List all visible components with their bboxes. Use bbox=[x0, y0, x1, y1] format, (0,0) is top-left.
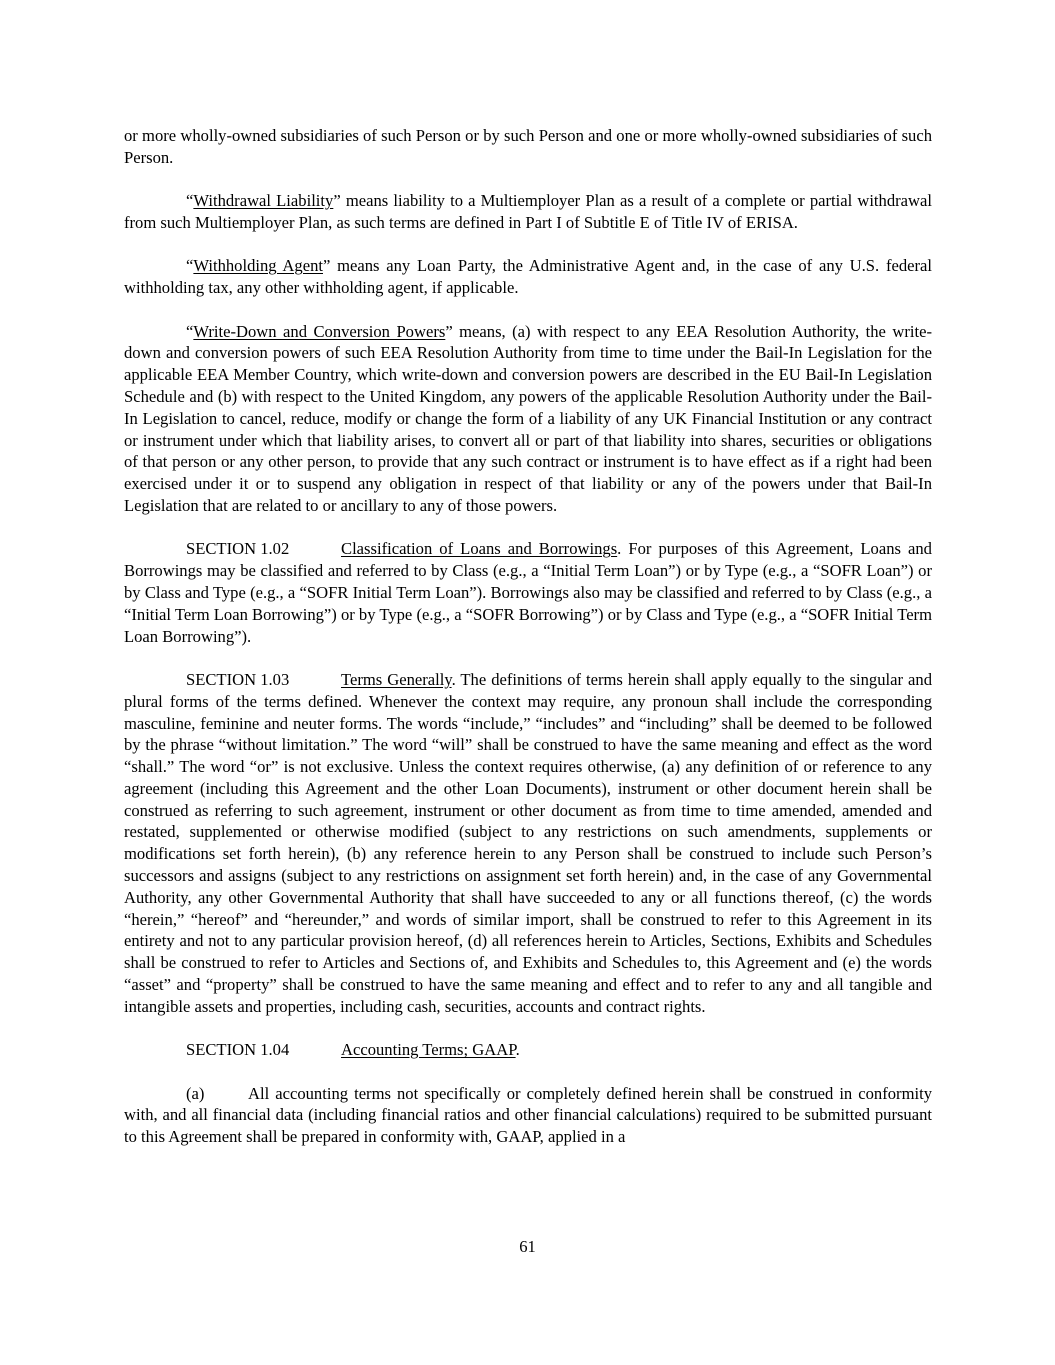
defined-term: Withholding Agent bbox=[193, 256, 323, 276]
section-title: Terms Generally bbox=[341, 669, 452, 689]
definition-withholding-agent bbox=[124, 255, 932, 299]
defined-term: Write-Down and Conversion Powers bbox=[193, 321, 446, 341]
open-quote: “ bbox=[186, 321, 194, 341]
section-1-02 bbox=[124, 538, 932, 647]
definition-text: ” means liability to a Multiemployer Plan as a result of a complete or partial withdrawal from such Multiemployer Plan, as such terms are defined in Part I of Subtitle E of Title IV of ERISA. bbox=[124, 191, 932, 232]
definition-text: ” means any Loan Party, the Administrative Agent and, in the case of any U.S. federal withholding tax, any other withholding agent, if applicable. bbox=[124, 256, 932, 298]
section-title: Classification of Loans and Borrowings bbox=[341, 539, 618, 559]
clause-text: All accounting terms not specifically or completely defined herein shall be construed in conformity with, and all financial data (including financial ratios and other financial calculations) required to be submitted pursuant to this Agreement shall be prepared in conformity with, GAAP, applied in a bbox=[124, 1083, 932, 1147]
section-body: . bbox=[515, 1040, 520, 1060]
section-body: . The definitions of terms herein shall apply equally to the singular and plural forms of the terms defined. Whenever the context may require, any pronoun shall include the corresponding masculine, feminine and neuter forms. The words “include,” “includes” and “including” shall be deemed to be followed by the phrase “without limitation.” The word “will” shall be construed to have the same meaning and effect as the word “shall.” The word “or” is not exclusive. Unless the context requires otherwise, (a) any definition of or reference to any agreement (including this Agreement and the other Loan Documents), instrument or other document herein shall be construed as referring to such agreement, instrument or other document as from time to time amended, amended and restated, supplemented or otherwise modified (subject to any restrictions on such amendments, supplements or modifications set forth herein), (b) any reference herein to any Person shall be construed to include such Person’s successors and assigns (subject to any restrictions on assignment set forth herein) and, in the case of any Governmental Authority, any other Governmental Authority that shall have succeeded to any or all functions thereof, (c) the words “herein,” “hereof” and “hereunder,” and words of similar import, shall be construed to refer to this Agreement in its entirety and not to any particular provision hereof, (d) all references herein to Articles, Sections, Exhibits and Schedules shall be construed to refer to Articles and Sections of, and Exhibits and Schedules to, this Agreement and (e) the words “asset” and “property” shall be construed to have the same meaning and effect and to refer to any and all tangible and intangible assets and properties, including cash, securities, accounts and contract rights. bbox=[124, 669, 932, 1016]
section-title: Accounting Terms; GAAP bbox=[341, 1040, 516, 1060]
clause-label: (a) bbox=[186, 1083, 205, 1103]
section-1-04 bbox=[124, 1039, 932, 1061]
definition-text: ” means, (a) with respect to any EEA Resolution Authority, the write-down and conversion powers of such EEA Resolution Authority from time to time under the Bail-In Legislation for the applicable EEA Member Country, which write-down and conversion powers are described in the EU Bail-In Legislation Schedule and (b) with respect to the United Kingdom, any powers of the applicable Resolution Authority under the Bail-In Legislation to cancel, reduce, modify or change the form of a liability of any UK Financial Institution or any contract or instrument under which that liability arises, to convert all or part of that liability into shares, securities or obligations of that person or any other person, to provide that any such contract or instrument is to have effect as if a right had been exercised under it or to suspend any obligation in respect of that liability or any of the powers under that Bail-In Legislation that are related to or ancillary to any of those powers. bbox=[124, 321, 932, 515]
section-body: . For purposes of this Agreement, Loans and Borrowings may be classified and referred to by Class (e.g., a “Initial Term Loan”) or by Type (e.g., a “SOFR Loan”) or by Class and Type (e.g., a “SOFR Initial Term Loan”). Borrowings also may be classified and referred to by Class (e.g., a “Initial Term Loan Borrowing”) or by Type (e.g., a “SOFR Borrowing”) or by Class and Type (e.g., a “SOFR Initial Term Loan Borrowing”). bbox=[124, 539, 932, 646]
section-number: SECTION 1.03 bbox=[186, 669, 290, 689]
definition-withdrawal-liability bbox=[124, 190, 932, 234]
open-quote: “ bbox=[186, 256, 194, 276]
page-number: 61 bbox=[519, 1237, 536, 1256]
section-number: SECTION 1.04 bbox=[186, 1040, 290, 1060]
section-1-04-clause-a bbox=[124, 1083, 932, 1148]
document-page bbox=[124, 125, 932, 1170]
defined-term: Withdrawal Liability bbox=[193, 191, 334, 211]
section-1-03 bbox=[124, 669, 932, 1018]
section-number: SECTION 1.02 bbox=[186, 539, 290, 559]
paragraph-continuation: or more wholly-owned subsidiaries of such Person or by such Person and one or more wholly-owned subsidiaries of such Person. bbox=[124, 126, 932, 167]
open-quote: “ bbox=[186, 191, 194, 211]
definition-write-down-powers bbox=[124, 321, 932, 517]
